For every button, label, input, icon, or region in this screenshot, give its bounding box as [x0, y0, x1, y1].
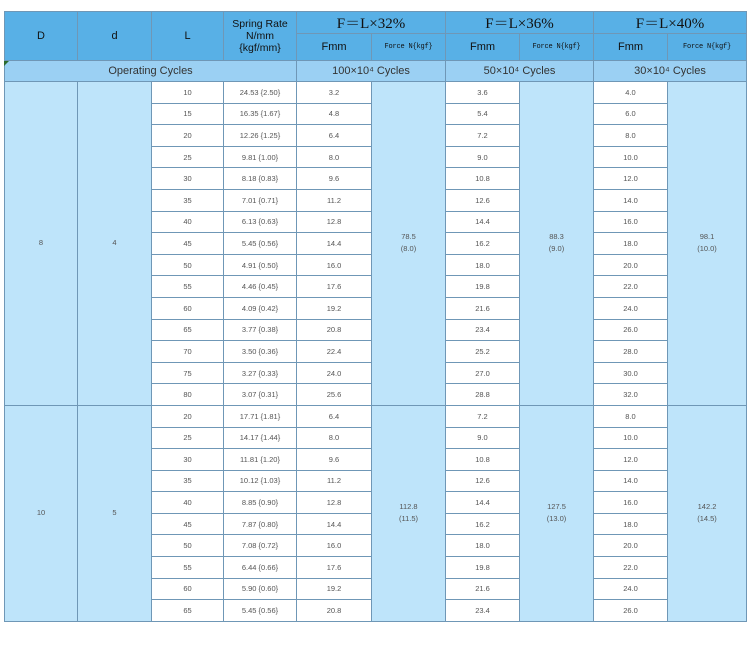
fmm-36-cell: 9.0 — [446, 146, 520, 168]
length-cell: 65 — [152, 600, 224, 622]
fmm-36-cell: 18.0 — [446, 535, 520, 557]
fmm-40-cell: 18.0 — [594, 233, 668, 255]
length-cell: 20 — [152, 125, 224, 147]
operating-cycles-group1: 100×10⁴ Cycles — [297, 61, 446, 82]
fmm-36-cell: 14.4 — [446, 492, 520, 514]
spring-rate-cell: 11.81 {1.20} — [224, 449, 297, 471]
fmm-36-cell: 7.2 — [446, 405, 520, 427]
operating-cycles-group2: 50×10⁴ Cycles — [446, 61, 594, 82]
force-force2-value: 88.3 — [549, 232, 564, 242]
fmm-32-cell: 9.6 — [297, 449, 372, 471]
fmm-40-cell: 14.0 — [594, 189, 668, 211]
length-cell: 35 — [152, 189, 224, 211]
header-fmm-2: Fmm — [446, 34, 520, 61]
fmm-36-cell: 23.4 — [446, 319, 520, 341]
force-force3-value: 98.1 — [699, 232, 715, 242]
fmm-40-cell: 26.0 — [594, 600, 668, 622]
spring-rate-cell: 8.85 {0.90} — [224, 492, 297, 514]
fmm-32-cell: 3.2 — [297, 82, 372, 104]
force-force3-cell — [668, 405, 747, 621]
outer-diameter-cell: 10 — [5, 405, 78, 621]
fmm-36-cell: 19.8 — [446, 557, 520, 579]
table-row — [5, 82, 747, 104]
spring-rate-cell: 6.13 {0.63} — [224, 211, 297, 233]
spring-rate-cell: 3.27 {0.33} — [224, 362, 297, 384]
fmm-32-cell: 20.8 — [297, 600, 372, 622]
fmm-32-cell: 25.6 — [297, 384, 372, 406]
fmm-36-cell: 14.4 — [446, 211, 520, 233]
fmm-32-cell: 8.0 — [297, 146, 372, 168]
spring-rate-cell: 4.91 {0.50} — [224, 254, 297, 276]
length-cell: 75 — [152, 362, 224, 384]
fmm-32-cell: 11.2 — [297, 189, 372, 211]
fmm-36-cell: 12.6 — [446, 470, 520, 492]
fmm-36-cell: 16.2 — [446, 233, 520, 255]
fmm-32-cell: 12.8 — [297, 211, 372, 233]
length-cell: 35 — [152, 470, 224, 492]
fmm-32-cell: 19.2 — [297, 297, 372, 319]
length-cell: 65 — [152, 319, 224, 341]
outer-diameter-cell: 8 — [5, 82, 78, 406]
operating-cycles-row — [5, 61, 747, 82]
fmm-36-cell: 18.0 — [446, 254, 520, 276]
spring-spec-table — [4, 11, 747, 622]
spring-rate-cell: 8.18 {0.83} — [224, 168, 297, 190]
wire-diameter-cell: 4 — [78, 82, 152, 406]
fmm-40-cell: 6.0 — [594, 103, 668, 125]
fmm-32-cell: 16.0 — [297, 535, 372, 557]
header-fmm-1: Fmm — [297, 34, 372, 61]
spring-rate-cell: 16.35 {1.67} — [224, 103, 297, 125]
fmm-32-cell: 6.4 — [297, 405, 372, 427]
fmm-40-cell: 24.0 — [594, 578, 668, 600]
fmm-32-cell: 24.0 — [297, 362, 372, 384]
force-force2-kgf: (13.0) — [546, 514, 567, 524]
header-d: d — [78, 12, 152, 61]
header-D: D — [5, 12, 78, 61]
length-cell: 15 — [152, 103, 224, 125]
length-cell: 50 — [152, 254, 224, 276]
fmm-36-cell: 21.6 — [446, 578, 520, 600]
spring-rate-cell: 5.45 {0.56} — [224, 600, 297, 622]
corner-marker — [4, 61, 9, 66]
spring-rate-cell: 4.46 {0.45} — [224, 276, 297, 298]
spring-rate-line2: N/mm — [246, 30, 274, 42]
length-cell: 20 — [152, 405, 224, 427]
fmm-32-cell: 12.8 — [297, 492, 372, 514]
spring-rate-cell: 7.08 {0.72} — [224, 535, 297, 557]
length-cell: 60 — [152, 297, 224, 319]
fmm-32-cell: 4.8 — [297, 103, 372, 125]
wire-diameter-cell: 5 — [78, 405, 152, 621]
fmm-40-cell: 12.0 — [594, 449, 668, 471]
fmm-32-cell: 9.6 — [297, 168, 372, 190]
force-force3-cell — [668, 82, 747, 406]
fmm-32-cell: 17.6 — [297, 557, 372, 579]
length-cell: 40 — [152, 492, 224, 514]
header-force-1: Force N{kgf} — [372, 34, 446, 61]
operating-cycles-label: Operating Cycles — [5, 61, 297, 82]
fmm-32-cell: 14.4 — [297, 513, 372, 535]
length-cell: 30 — [152, 168, 224, 190]
fmm-40-cell: 30.0 — [594, 362, 668, 384]
fmm-36-cell: 25.2 — [446, 341, 520, 363]
length-cell: 25 — [152, 427, 224, 449]
fmm-36-cell: 7.2 — [446, 125, 520, 147]
length-cell: 30 — [152, 449, 224, 471]
length-cell: 45 — [152, 233, 224, 255]
force-force1-value: 112.8 — [399, 502, 418, 512]
fmm-32-cell: 17.6 — [297, 276, 372, 298]
fmm-36-cell: 28.8 — [446, 384, 520, 406]
force-force3-kgf: (10.0) — [697, 244, 717, 254]
length-cell: 60 — [152, 578, 224, 600]
length-cell: 25 — [152, 146, 224, 168]
fmm-32-cell: 6.4 — [297, 125, 372, 147]
spring-rate-cell: 24.53 {2.50} — [224, 82, 297, 104]
fmm-40-cell: 14.0 — [594, 470, 668, 492]
spring-rate-cell: 3.50 {0.36} — [224, 341, 297, 363]
length-cell: 55 — [152, 276, 224, 298]
fmm-40-cell: 22.0 — [594, 557, 668, 579]
force-force1-kgf: (8.0) — [400, 244, 417, 254]
fmm-40-cell: 24.0 — [594, 297, 668, 319]
spring-rate-line1: Spring Rate — [232, 18, 288, 30]
fmm-36-cell: 19.8 — [446, 276, 520, 298]
operating-cycles-group3: 30×10⁴ Cycles — [594, 61, 747, 82]
header-group-40: F＝L×40% — [594, 12, 747, 34]
length-cell: 40 — [152, 211, 224, 233]
fmm-40-cell: 16.0 — [594, 492, 668, 514]
force-force3-kgf: (14.5) — [697, 514, 717, 524]
fmm-36-cell: 3.6 — [446, 82, 520, 104]
header-spring-rate — [224, 12, 297, 61]
fmm-32-cell: 14.4 — [297, 233, 372, 255]
length-cell: 45 — [152, 513, 224, 535]
fmm-40-cell: 16.0 — [594, 211, 668, 233]
spring-rate-cell: 12.26 {1.25} — [224, 125, 297, 147]
spring-rate-cell: 7.87 {0.80} — [224, 513, 297, 535]
spring-rate-cell: 10.12 {1.03} — [224, 470, 297, 492]
header-force-3: Force N{kgf} — [668, 34, 747, 61]
fmm-36-cell: 10.8 — [446, 449, 520, 471]
fmm-40-cell: 26.0 — [594, 319, 668, 341]
force-force2-kgf: (9.0) — [548, 244, 565, 254]
force-force2-cell — [520, 82, 594, 406]
force-force1-value: 78.5 — [401, 232, 416, 242]
length-cell: 10 — [152, 82, 224, 104]
fmm-40-cell: 18.0 — [594, 513, 668, 535]
spring-rate-cell: 9.81 {1.00} — [224, 146, 297, 168]
header-group-32: F＝L×32% — [297, 12, 446, 34]
fmm-32-cell: 22.4 — [297, 341, 372, 363]
fmm-36-cell: 12.6 — [446, 189, 520, 211]
header-fmm-3: Fmm — [594, 34, 668, 61]
fmm-36-cell: 21.6 — [446, 297, 520, 319]
force-force1-kgf: (11.5) — [398, 514, 419, 524]
force-force2-value: 127.5 — [547, 502, 566, 512]
spring-spec-table-container — [4, 11, 746, 622]
fmm-40-cell: 10.0 — [594, 146, 668, 168]
spring-rate-cell: 5.90 {0.60} — [224, 578, 297, 600]
length-cell: 70 — [152, 341, 224, 363]
length-cell: 50 — [152, 535, 224, 557]
spring-rate-cell: 17.71 {1.81} — [224, 405, 297, 427]
header-group-36: F＝L×36% — [446, 12, 594, 34]
fmm-36-cell: 27.0 — [446, 362, 520, 384]
spring-rate-line3: {kgf/mm} — [239, 42, 281, 54]
force-force1-cell — [372, 405, 446, 621]
fmm-40-cell: 10.0 — [594, 427, 668, 449]
fmm-40-cell: 20.0 — [594, 254, 668, 276]
spring-rate-cell: 7.01 {0.71} — [224, 189, 297, 211]
fmm-32-cell: 11.2 — [297, 470, 372, 492]
header-L: L — [152, 12, 224, 61]
fmm-40-cell: 32.0 — [594, 384, 668, 406]
length-cell: 80 — [152, 384, 224, 406]
fmm-32-cell: 20.8 — [297, 319, 372, 341]
spring-rate-cell: 14.17 {1.44} — [224, 427, 297, 449]
fmm-36-cell: 5.4 — [446, 103, 520, 125]
fmm-40-cell: 8.0 — [594, 125, 668, 147]
fmm-36-cell: 10.8 — [446, 168, 520, 190]
force-force2-cell — [520, 405, 594, 621]
spring-rate-cell: 3.77 {0.38} — [224, 319, 297, 341]
spring-rate-cell: 4.09 {0.42} — [224, 297, 297, 319]
fmm-32-cell: 8.0 — [297, 427, 372, 449]
fmm-40-cell: 4.0 — [594, 82, 668, 104]
fmm-40-cell: 12.0 — [594, 168, 668, 190]
force-force3-value: 142.2 — [697, 502, 717, 512]
fmm-32-cell: 16.0 — [297, 254, 372, 276]
fmm-40-cell: 28.0 — [594, 341, 668, 363]
table-row — [5, 405, 747, 427]
fmm-36-cell: 16.2 — [446, 513, 520, 535]
fmm-40-cell: 22.0 — [594, 276, 668, 298]
force-force1-cell — [372, 82, 446, 406]
fmm-32-cell: 19.2 — [297, 578, 372, 600]
fmm-40-cell: 8.0 — [594, 405, 668, 427]
spring-rate-cell: 6.44 {0.66} — [224, 557, 297, 579]
fmm-36-cell: 23.4 — [446, 600, 520, 622]
fmm-36-cell: 9.0 — [446, 427, 520, 449]
fmm-40-cell: 20.0 — [594, 535, 668, 557]
length-cell: 55 — [152, 557, 224, 579]
header-force-2: Force N{kgf} — [520, 34, 594, 61]
spring-rate-cell: 3.07 {0.31} — [224, 384, 297, 406]
spring-rate-cell: 5.45 {0.56} — [224, 233, 297, 255]
